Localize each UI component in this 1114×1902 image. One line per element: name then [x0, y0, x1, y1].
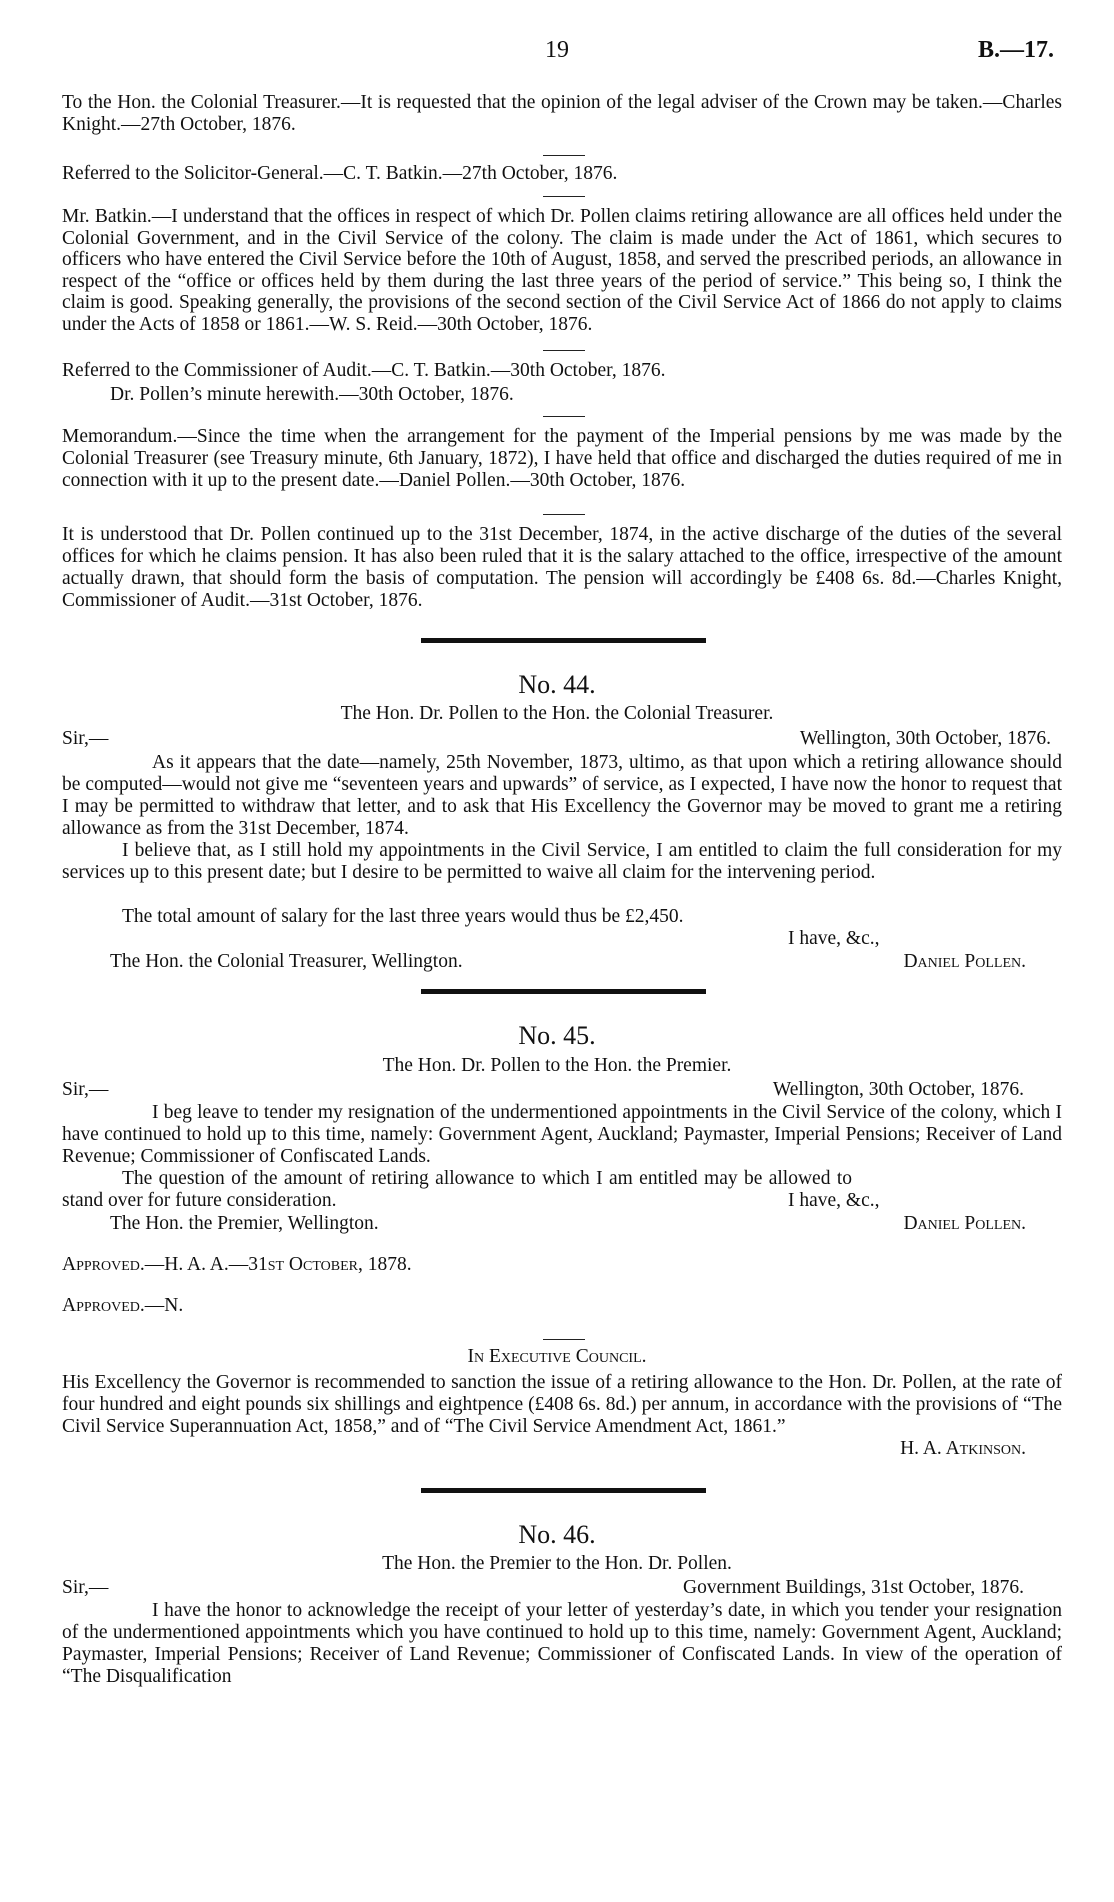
knight-audit-paragraph: It is understood that Dr. Pollen continued up to the 31st December, 1874, in the active discharge of the duties of the several offices for which he claims pension. It has also been ruled that it is the salary attached to the office, irrespective of the amount actually drawn, that should form the basis of computation. The pension will accordingly be £408 6s. 8d.—Charles Knight, Commissioner of Audit.—31st October, 1876.: [62, 524, 1062, 611]
section-divider: [421, 1488, 706, 1493]
reid-opinion-paragraph: Mr. Batkin.—I understand that the offices in respect of which Dr. Pollen claims retiring allowance are all offices held under the Colonial Government, and in the Civil Service of the colony. The claim is made under the Act of 1861, which secures to officers who have entered the Civil Service before the 10th of August, 1858, and served the prescribed periods, an allowance in respect of the “office or offices held by them during the last three years of the period of service.” This being so, I think the claim is good. Speaking generally, the provisions of the second section of the Civil Service Act of 1866 do not apply to claims under the Acts of 1858 or 1861.—W. S. Reid.—30th October, 1876.: [62, 206, 1062, 335]
separator-rule: [543, 155, 585, 156]
referred-commissioner-audit: Referred to the Commissioner of Audit.—C. T. Batkin.—30th October, 1876.: [62, 360, 666, 381]
section-divider: [421, 638, 706, 643]
memorandum-paragraph: Memorandum.—Since the time when the arrangement for the payment of the Imperial pensions by me was made by the Colonial Treasurer (see Treasury minute, 6th January, 1872), I have held that office and discharged the duties required of me in connection with it up to the present date.—Daniel Pollen.—30th October, 1876.: [62, 426, 1062, 491]
referred-solicitor-general: Referred to the Solicitor-General.—C. T. Batkin.—27th October, 1876.: [62, 163, 618, 184]
knight-request-paragraph: To the Hon. the Colonial Treasurer.—It is requested that the opinion of the legal adviser of the Crown may be taken.—Charles Knight.—27th October, 1876.: [62, 92, 1062, 135]
salutation-44: Sir,—: [62, 728, 109, 749]
executive-council-heading: In Executive Council.: [467, 1346, 647, 1367]
council-signature: H. A. Atkinson.: [900, 1438, 1026, 1459]
letter-heading-45: No. 45.: [518, 1021, 596, 1050]
place-date-46: Government Buildings, 31st October, 1876.: [683, 1577, 1024, 1598]
letter-46-paragraph-1: I have the honor to acknowledge the receipt of your letter of yesterday’s date, in which you tender your resignation of the undermentioned appointments which you have continued to hold up to this time, namely: Government Agent, Auckland; Paymaster, Imperial Pensions; Receiver of Land Revenue; Commissioner of Confiscated Lands. In view of the operation of “The Disqualification: [62, 1600, 1062, 1687]
separator-rule: [543, 196, 585, 197]
separator-rule: [543, 416, 585, 417]
pollen-minute-note: Dr. Pollen’s minute herewith.—30th October, 1876.: [110, 384, 514, 405]
letter-title-46: The Hon. the Premier to the Hon. Dr. Pollen.: [382, 1553, 732, 1574]
addressee-44: The Hon. the Colonial Treasurer, Wellington.: [110, 951, 463, 972]
approval-n: Approved.—N.: [62, 1295, 184, 1316]
place-date-45: Wellington, 30th October, 1876.: [772, 1079, 1024, 1100]
letter-heading-46: No. 46.: [518, 1520, 596, 1549]
salutation-46: Sir,—: [62, 1577, 109, 1598]
letter-44-paragraph-2: I believe that, as I still hold my appointments in the Civil Service, I am entitled to claim the full consideration for my services up to this present date; but I desire to be permitted to waive all claim for the intervening period.: [62, 840, 1062, 883]
section-divider: [421, 989, 706, 994]
document-reference: B.—17.: [977, 37, 1054, 63]
page-number: 19: [545, 37, 569, 63]
addressee-45: The Hon. the Premier, Wellington.: [110, 1213, 379, 1234]
separator-rule: [543, 1339, 585, 1340]
signature-45: Daniel Pollen.: [903, 1213, 1026, 1234]
letter-title-45: The Hon. Dr. Pollen to the Hon. the Premier.: [382, 1055, 732, 1076]
letter-44-paragraph-1: As it appears that the date—namely, 25th November, 1873, ultimo, as that upon which a retiring allowance should be computed—would not give me “seventeen years and upwards” of service, as I expected, I have now the honor to request that I may be permitted to withdraw that letter, and to ask that His Excellency the Governor may be moved to grant me a retiring allowance as from the 31st December, 1874.: [62, 752, 1062, 839]
letter-heading-44: No. 44.: [518, 670, 596, 699]
letter-44-paragraph-3: The total amount of salary for the last three years would thus be £2,450.: [122, 906, 684, 927]
separator-rule: [543, 350, 585, 351]
salutation-45: Sir,—: [62, 1079, 109, 1100]
letter-45-paragraph-1: I beg leave to tender my resignation of the undermentioned appointments in the Civil Service of the colony, which I have continued to hold up to this time, namely: Government Agent, Auckland; Paymaster, Imperial Pensions; Receiver of Land Revenue; Commissioner of Confiscated Lands.: [62, 1102, 1062, 1167]
closing-45: I have, &c.,: [788, 1190, 880, 1211]
place-date-44: Wellington, 30th October, 1876.: [799, 728, 1051, 749]
separator-rule: [543, 514, 585, 515]
signature-44: Daniel Pollen.: [903, 951, 1026, 972]
executive-council-text: His Excellency the Governor is recommended to sanction the issue of a retiring allowance to the Hon. Dr. Pollen, at the rate of four hundred and eight pounds six shillings and eightpence (£408 6s. 8d.) per annum, in accordance with the provisions of “The Civil Service Superannuation Act, 1858,” and of “The Civil Service Amendment Act, 1861.”: [62, 1372, 1062, 1437]
letter-45-paragraph-2: The question of the amount of retiring allowance to which I am entitled may be allowed to stand over for future consideration.: [62, 1168, 852, 1211]
closing-44: I have, &c.,: [788, 928, 880, 949]
approval-atkinson: Approved.—H. A. A.—31st October, 1878.: [62, 1254, 412, 1275]
letter-title-44: The Hon. Dr. Pollen to the Hon. the Colonial Treasurer.: [340, 703, 774, 724]
